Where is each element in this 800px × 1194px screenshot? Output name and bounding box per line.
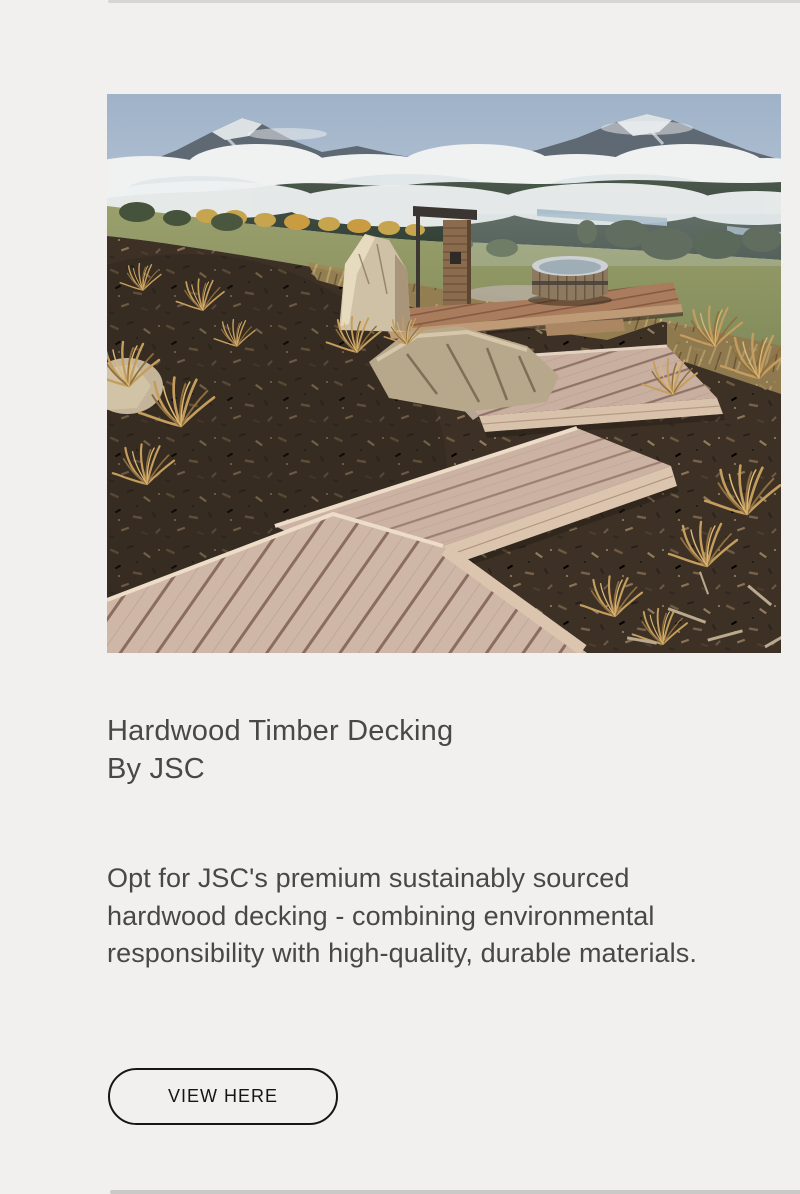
headline [107, 712, 453, 788]
headline-line2: By JSC [107, 753, 205, 785]
section-divider-top [108, 0, 800, 3]
hot-tub [528, 256, 612, 306]
headline-line1: Hardwood Timber Decking [107, 715, 454, 747]
view-here-label: VIEW HERE [167, 1086, 278, 1106]
section-divider-bottom [110, 1190, 800, 1194]
view-here-button[interactable] [108, 1068, 338, 1125]
body-text: Opt for JSC's premium sustainably sourced hardwood decking - combining environmental responsibility with high-quality, durable materials. [107, 863, 697, 968]
haze [467, 214, 781, 266]
hero-image[interactable] [107, 94, 781, 653]
hero-photo-illustration [107, 94, 781, 653]
